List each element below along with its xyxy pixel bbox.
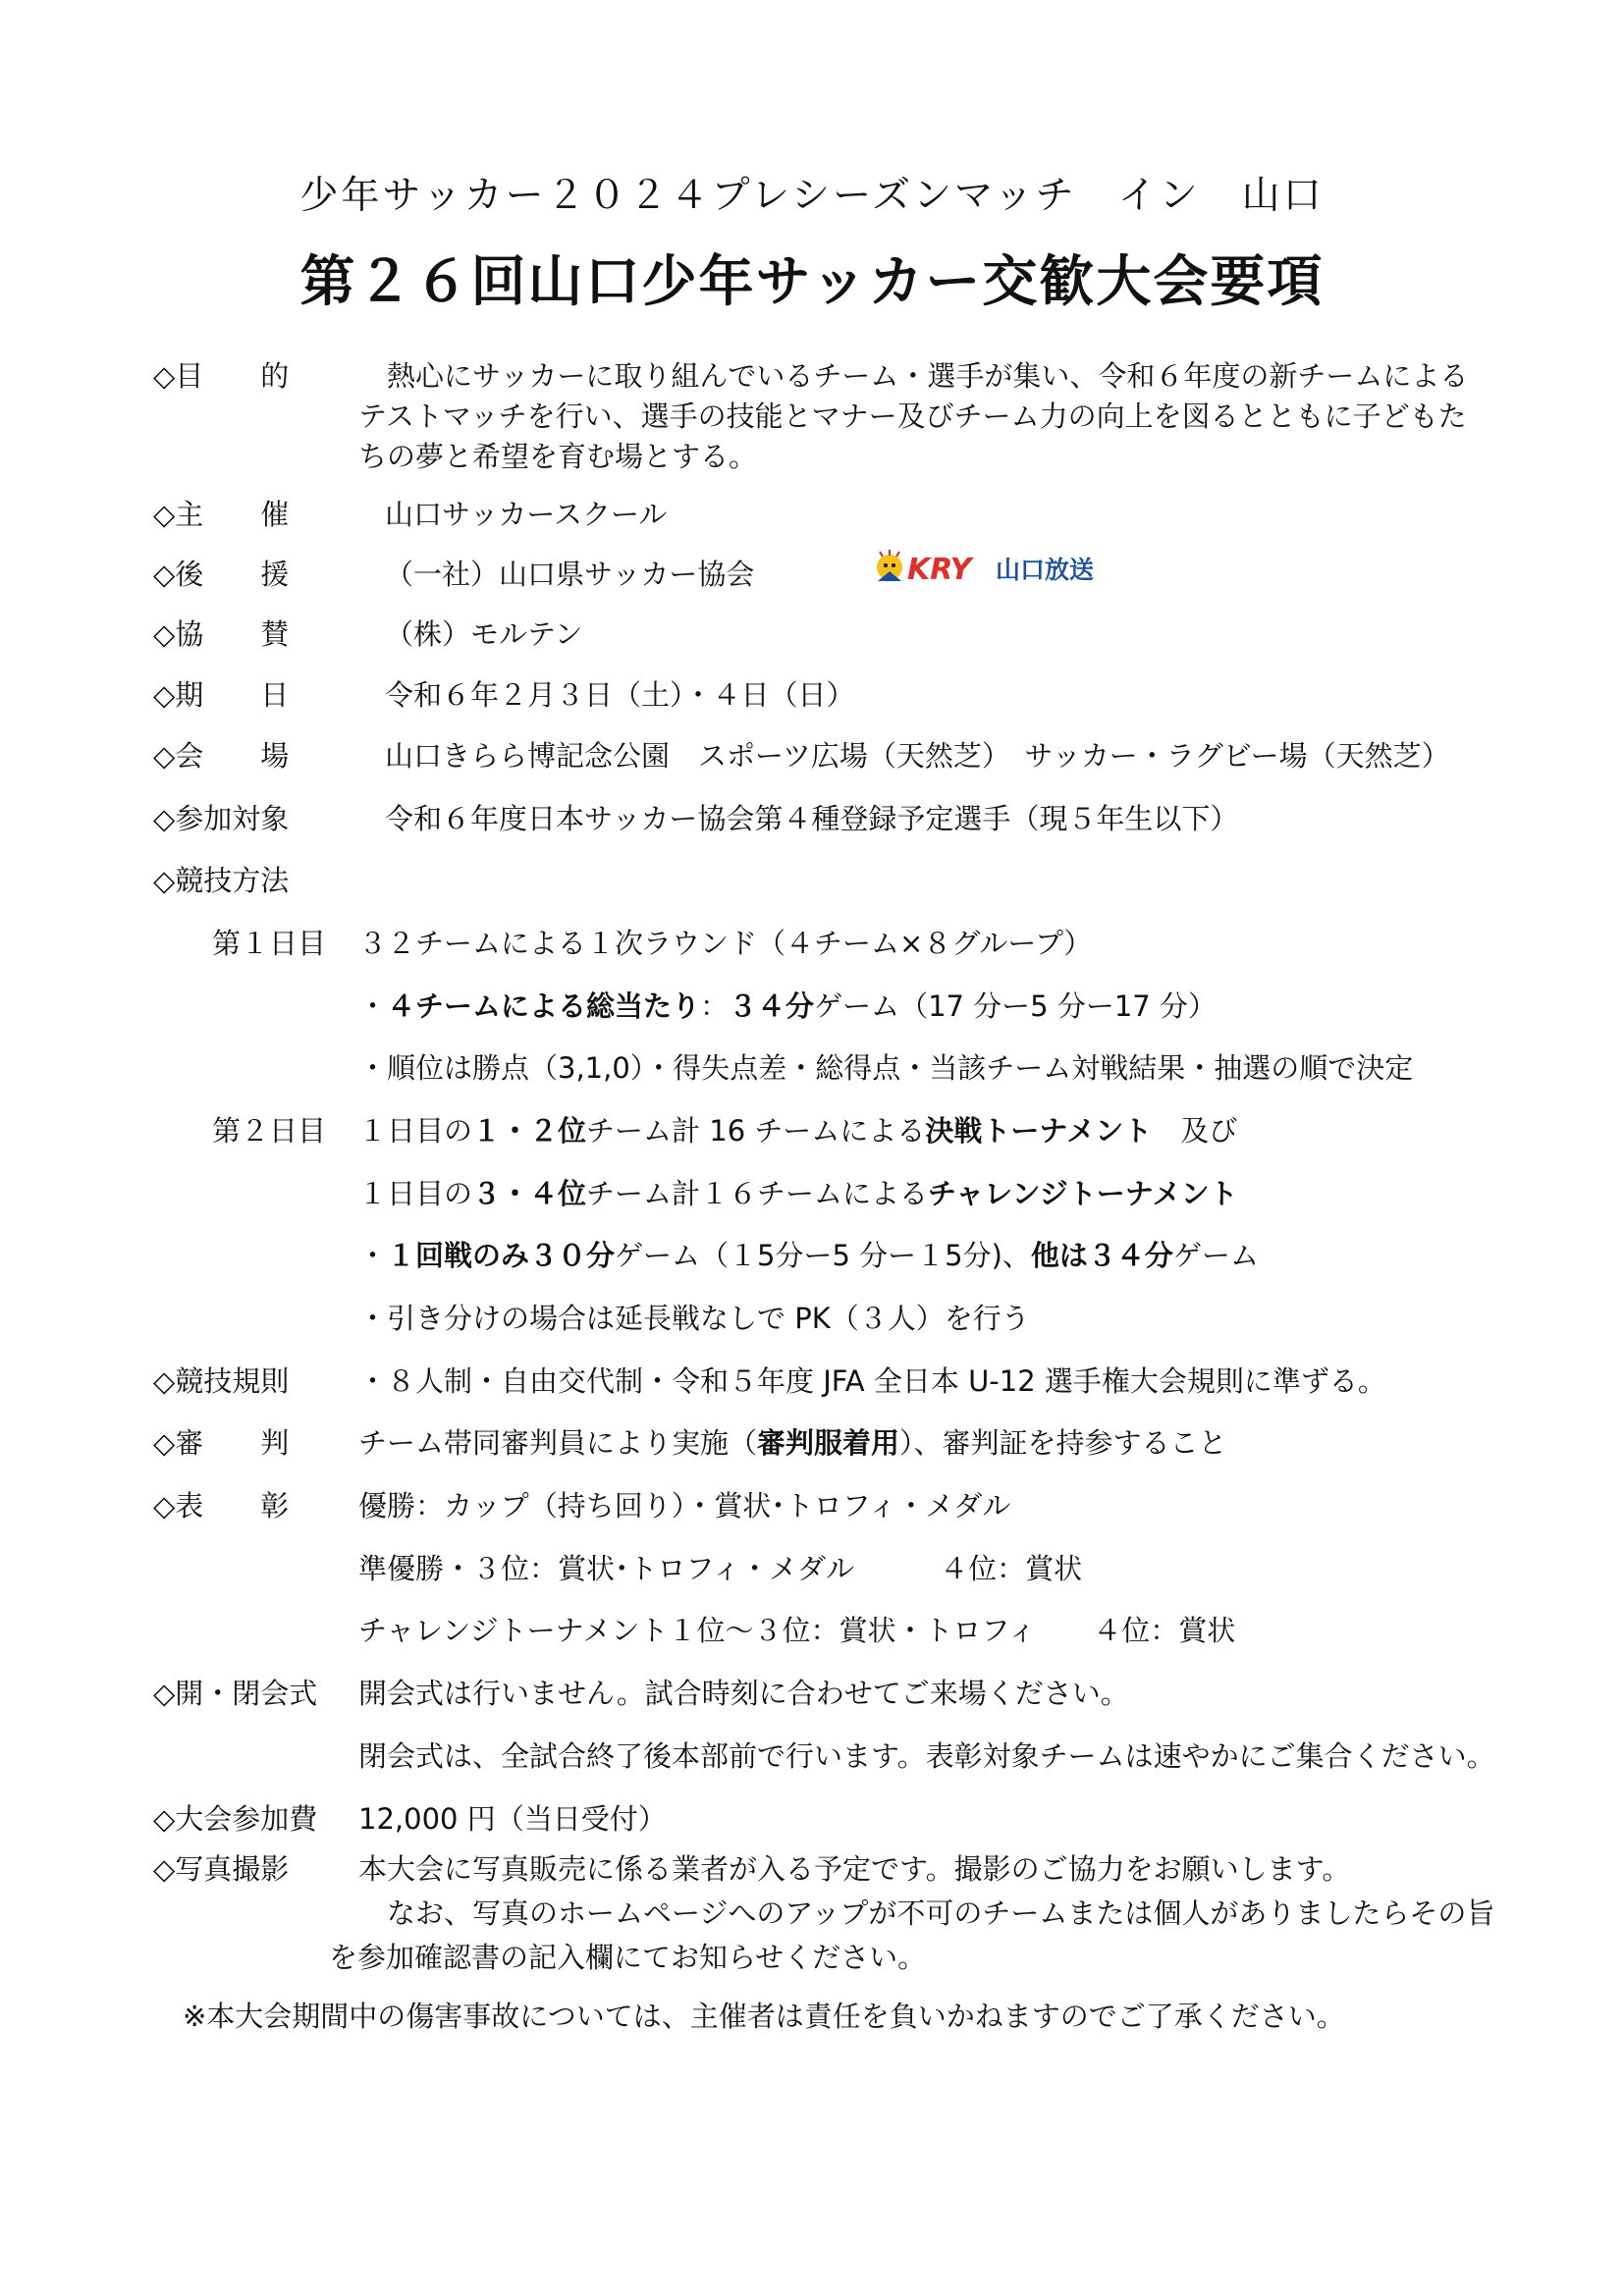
day2-line-3: ・１回戦のみ３０分ゲーム（１5分ー5 分ー１5分)、他は３４分ゲーム (358, 1239, 1259, 1272)
day1-line-1: ３２チームによる１次ラウンド（４チーム×８グループ） (358, 927, 1093, 960)
referee-label: ◇審 判 (153, 1426, 290, 1460)
ceremony-label: ◇開・閉会式 (153, 1677, 318, 1710)
day1-line-2: ・４チームによる総当たり：３４分ゲーム（17 分ー5 分ー17 分） (358, 989, 1217, 1023)
sponsor-label: ◇協 賛 (153, 617, 290, 651)
fee-label: ◇大会参加費 (153, 1802, 318, 1836)
photo-line-1: 本大会に写真販売に係る業者が入る予定です。撮影のご協力をお願いします。 (358, 1852, 1351, 1886)
awards-line-3: チャレンジトーナメント１位～３位：賞状・トロフィ ４位：賞状 (358, 1614, 1236, 1647)
awards-label: ◇表 彰 (153, 1489, 290, 1522)
day2-line-1: １日目の１・２位チーム計 16 チームによる決戦トーナメント 及び (358, 1114, 1238, 1148)
day1-line-3: ・順位は勝点（3,1,0）・得失点差・総得点・当該チーム対戦結果・抽選の順で決定 (358, 1051, 1414, 1085)
purpose-line-1: 熱心にサッカーに取り組んでいるチーム・選手が集い、令和６年度の新チームによる (358, 359, 1469, 393)
event-subtitle: 少年サッカー２０２４プレシーズンマッチ イン 山口 (299, 174, 1325, 218)
method-label: ◇競技方法 (153, 864, 290, 897)
date-label: ◇期 日 (153, 678, 290, 712)
photo-label: ◇写真撮影 (153, 1852, 290, 1886)
support-value: （一社）山口県サッカー協会 (385, 558, 755, 591)
purpose-label: ◇目 的 (153, 359, 290, 393)
day2-line-2: １日目の３・４位チーム計１６チームによるチャレンジトーナメント (358, 1177, 1238, 1210)
eligibility-value: 令和６年度日本サッカー協会第４種登録予定選手（現５年生以下） (385, 802, 1239, 835)
kry-mascot-icon (877, 550, 902, 581)
photo-line-3: を参加確認書の記入欄にてお知らせください。 (329, 1941, 927, 1974)
day1-label: 第１日目 (212, 927, 327, 960)
day2-line-4: ・引き分けの場合は延長戦なしで PK（３人）を行う (358, 1302, 1030, 1335)
ceremony-line-2: 閉会式は、全試合終了後本部前で行います。表彰対象チームは速やかにご集合ください。 (358, 1739, 1495, 1773)
purpose-line-3: ちの夢と希望を育む場とする。 (358, 440, 758, 473)
kry-logo (868, 542, 1111, 591)
venue-value: 山口きらら博記念公園 スポーツ広場（天然芝） サッカー・ラグビー場（天然芝） (385, 739, 1450, 773)
ceremony-line-1: 開会式は行いません。試合時刻に合わせてご来場ください。 (358, 1677, 1129, 1710)
day2-label: 第２日目 (212, 1114, 327, 1148)
logo-text-kry: KRY (907, 553, 972, 587)
organizer-label: ◇主 催 (153, 498, 290, 531)
photo-line-2: なお、写真のホームページへのアップが不可のチームまたは個人がありましたらその旨 (358, 1896, 1495, 1930)
rules-value: ・８人制・自由交代制・令和５年度 JFA 全日本 U-12 選手権大会規則に準ずる。 (358, 1364, 1386, 1398)
event-title: 第２６回山口少年サッカー交歓大会要項 (299, 250, 1325, 314)
organizer-value: 山口サッカースクール (385, 498, 668, 531)
eligibility-label: ◇参加対象 (153, 802, 290, 835)
support-label: ◇後 援 (153, 558, 290, 591)
rules-label: ◇競技規則 (153, 1364, 290, 1398)
sponsor-value: （株）モルテン (385, 617, 583, 651)
fee-value: 12,000 円（当日受付） (358, 1802, 667, 1836)
logo-text-yamaguchi: 山口放送 (996, 556, 1095, 584)
purpose-line-2: テストマッチを行い、選手の技能とマナー及びチーム力の向上を図るとともに子どもた (358, 400, 1467, 433)
date-value: 令和６年２月３日（土）・４日（日） (385, 678, 855, 712)
venue-label: ◇会 場 (153, 739, 290, 773)
awards-line-2: 準優勝・３位：賞状･トロフィ・メダル ４位：賞状 (358, 1552, 1083, 1585)
referee-value: チーム帯同審判員により実施（審判服着用）、審判証を持参すること (358, 1426, 1227, 1460)
liability-note: ※本大会期間中の傷害事故については、主催者は責任を負いかねますのでご了承ください。 (183, 2000, 1345, 2033)
awards-line-1: 優勝：カップ（持ち回り）・賞状･トロフィ・メダル (358, 1489, 1011, 1522)
